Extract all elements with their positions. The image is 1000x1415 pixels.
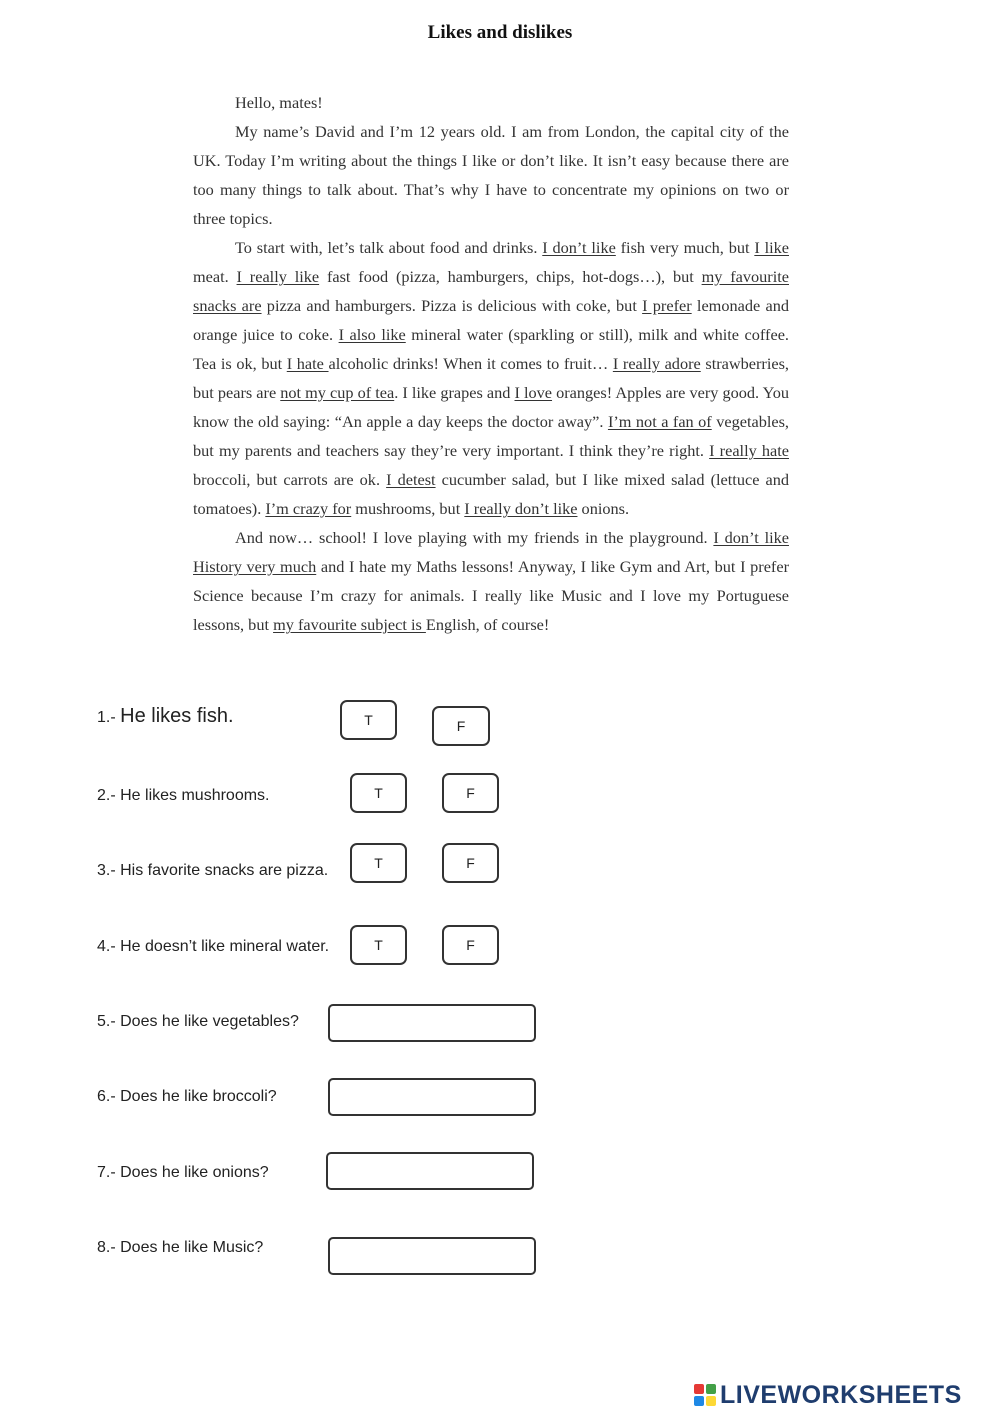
- greeting: Hello, mates!: [235, 93, 323, 112]
- answer-input-7[interactable]: [326, 1152, 534, 1190]
- true-box-1[interactable]: T: [340, 700, 397, 740]
- question-6: 6.- Does he like broccoli?: [97, 1088, 277, 1105]
- answer-input-8[interactable]: [328, 1237, 536, 1275]
- answer-input-5[interactable]: [328, 1004, 536, 1042]
- false-box-3[interactable]: F: [442, 843, 499, 883]
- question-3: 3.- His favorite snacks are pizza.: [97, 862, 329, 879]
- paragraph-intro: My name’s David and I’m 12 years old. I am from London, the capital city of the UK. Today I’m writing about the things I like or don’t like. It isn’t easy because there are too many things to talk about. That’s why I have to concentrate my opinions on two or three topics.: [193, 122, 789, 228]
- true-box-2[interactable]: T: [350, 773, 407, 813]
- logo-icon: [694, 1384, 716, 1406]
- logo-text: LIVEWORKSHEETS: [720, 1380, 962, 1409]
- true-box-4[interactable]: T: [350, 925, 407, 965]
- question-8: 8.- Does he like Music?: [97, 1239, 264, 1256]
- false-box-4[interactable]: F: [442, 925, 499, 965]
- question-4: 4.- He doesn’t like mineral water.: [97, 938, 330, 955]
- false-box-1[interactable]: F: [432, 706, 490, 746]
- question-2: 2.- He likes mushrooms.: [97, 787, 270, 804]
- paragraph-food: To start with, let’s talk about food and drinks. I don’t like fish very much, but I like meat. I really like fast food (pizza, hamburgers, chips, hot-dogs…), but my favourite snacks are pizza and hamburgers. Pizza is delicious with coke, but I prefer lemonade and orange juice to coke. I also like mineral water (sparkling or still), milk and white coffee. Tea is ok, but I hate alcoholic drinks! When it comes to fruit… I really adore strawberries, but pears are not my cup of tea. I like grapes and I love oranges! Apples are very good. You know the old saying: “An apple a day keeps the doctor away”. I’m not a fan of vegetables, but my parents and teachers say they’re very important. I think they’re right. I really hate broccoli, but carrots are ok. I detest cucumber salad, but I like mixed salad (lettuce and tomatoes). I’m crazy for mushrooms, but I really don’t like onions.: [193, 238, 790, 518]
- question-5: 5.- Does he like vegetables?: [97, 1013, 299, 1030]
- question-7: 7.- Does he like onions?: [97, 1164, 269, 1181]
- true-box-3[interactable]: T: [350, 843, 407, 883]
- answer-input-6[interactable]: [328, 1078, 536, 1116]
- paragraph-school: And now… school! I love playing with my friends in the playground. I don’t like History very much and I hate my Maths lessons! Anyway, I like Gym and Art, but I prefer Science because I’m crazy for animals. I really like Music and I love my Portuguese lessons, but my favourite subject is English, of course!: [193, 528, 789, 634]
- liveworksheets-logo: [694, 1380, 962, 1410]
- page-title: Likes and dislikes: [427, 22, 573, 43]
- reading-text: [193, 88, 789, 639]
- false-box-2[interactable]: F: [442, 773, 499, 813]
- question-1: 1.- He likes fish.: [97, 705, 234, 727]
